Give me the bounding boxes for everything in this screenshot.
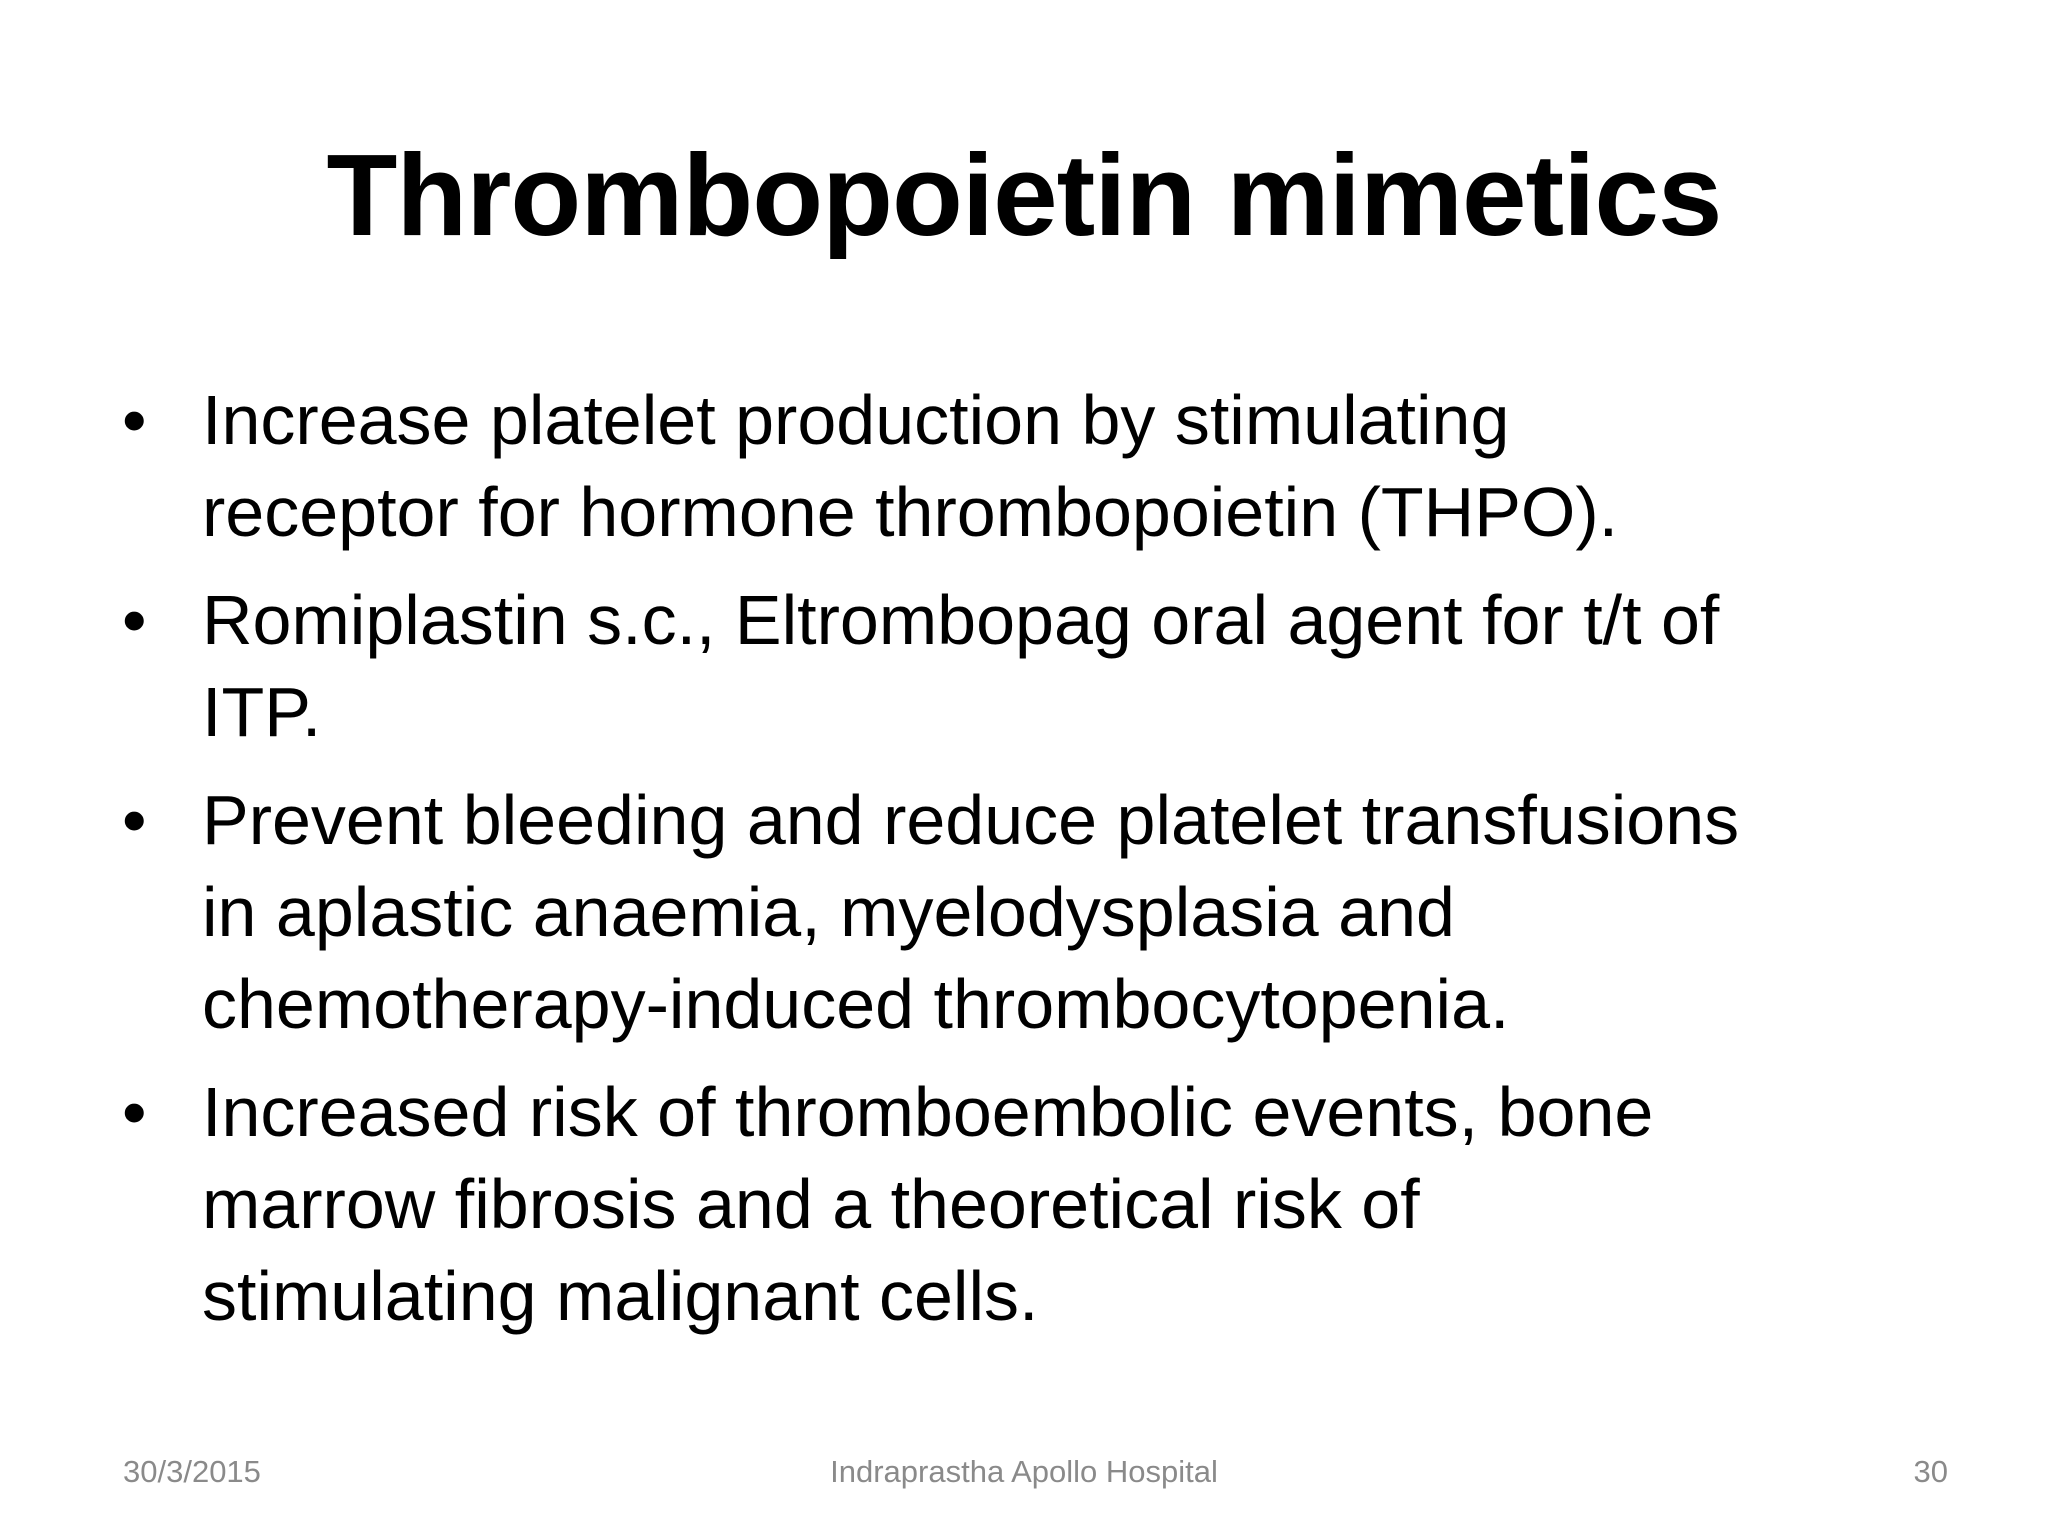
bullet-line: receptor for hormone thrombopoietin (THPO). <box>202 473 1619 551</box>
bullet-line: stimulating malignant cells. <box>202 1257 1039 1335</box>
bullet-line: marrow fibrosis and a theoretical risk of <box>202 1165 1420 1243</box>
bullet-line: Increased risk of thromboembolic events, bone <box>202 1073 1654 1151</box>
bullet-line: chemotherapy-induced thrombocytopenia. <box>202 965 1510 1043</box>
bullet-line: in aplastic anaemia, myelodysplasia and <box>202 873 1455 951</box>
bullet-item <box>120 574 1960 758</box>
bullet-list <box>120 374 1960 1358</box>
footer-date: 30/3/2015 <box>123 1454 261 1489</box>
bullet-line: Prevent bleeding and reduce platelet transfusions <box>202 781 1740 859</box>
bullet-marker: • <box>122 581 147 659</box>
bullet-item <box>120 374 1960 558</box>
bullet-item <box>120 774 1960 1050</box>
footer-organization: Indraprastha Apollo Hospital <box>830 1454 1218 1489</box>
bullet-item <box>120 1066 1960 1342</box>
bullet-line: ITP. <box>202 673 322 751</box>
bullet-marker: • <box>122 781 147 859</box>
slide-title: Thrombopoietin mimetics <box>326 130 1722 260</box>
bullet-line: Increase platelet production by stimulating <box>202 381 1510 459</box>
footer-page-number: 30 <box>1913 1454 1948 1489</box>
bullet-line: Romiplastin s.c., Eltrombopag oral agent for t/t of <box>202 581 1720 659</box>
bullet-marker: • <box>122 381 147 459</box>
bullet-marker: • <box>122 1073 147 1151</box>
